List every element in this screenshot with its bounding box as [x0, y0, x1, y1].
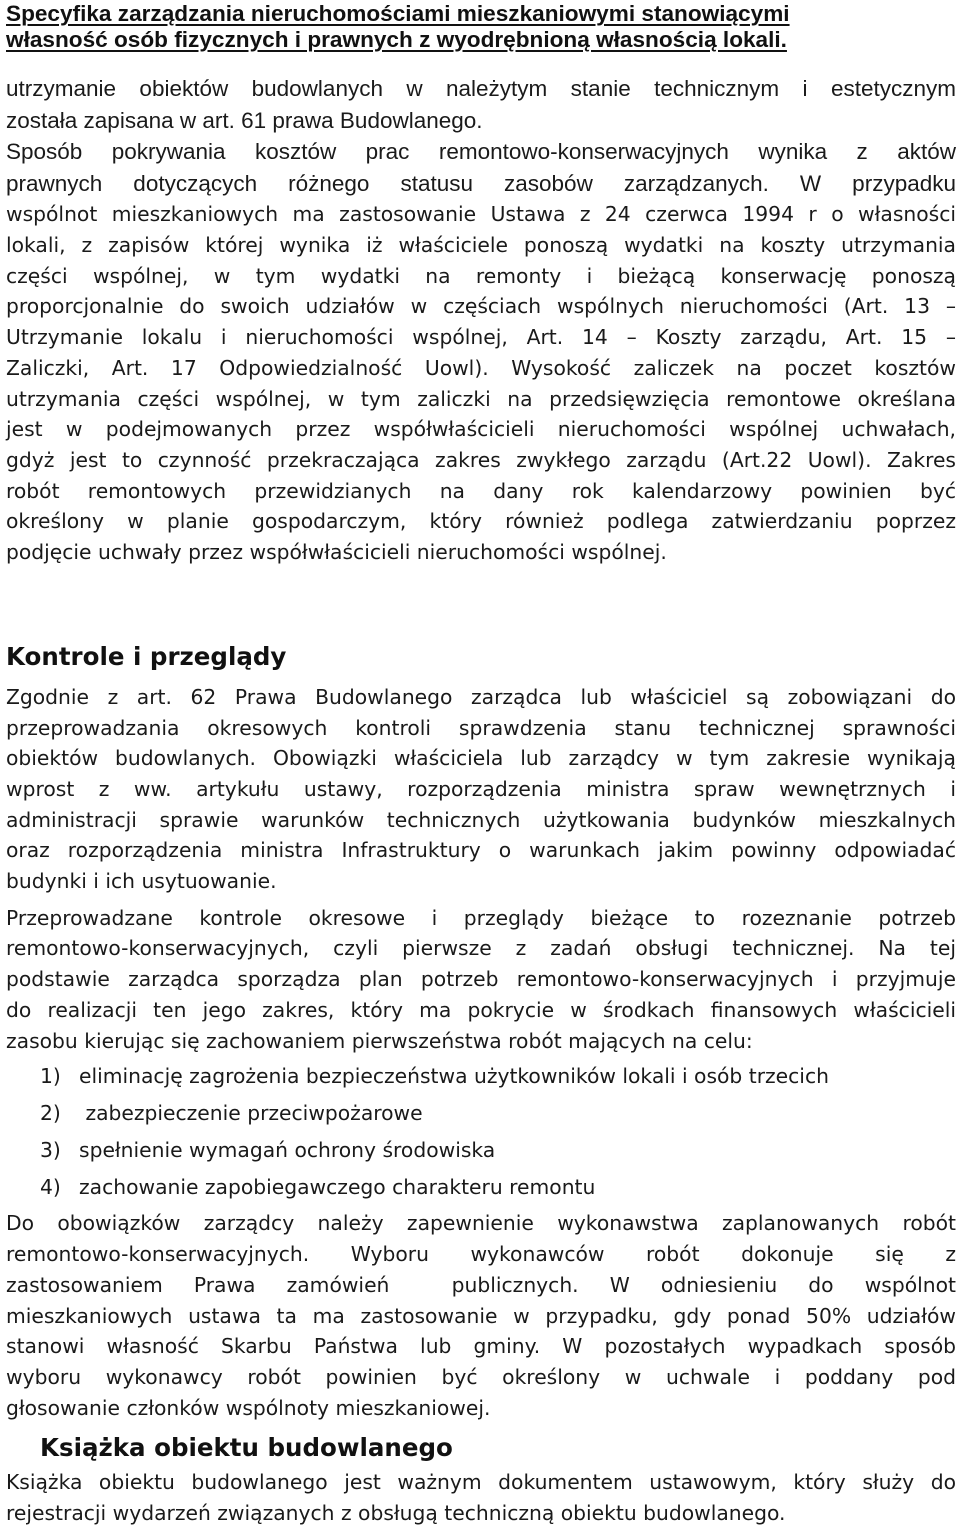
ksiazka-paragraph [6, 1467, 956, 1528]
text-line: gdyż jest to czynność przekraczająca zakres zwykłego zarządu (Art.22 Uowl). Zakres [6, 448, 956, 472]
list-item-text: zachowanie zapobiegawczego charakteru remontu [79, 1174, 596, 1199]
section-heading-ksiazka: Książka obiektu budowlanego [40, 1433, 453, 1463]
page-title-line: własność osób fizycznych i prawnych z wyodrębnioną własnością lokali. [6, 27, 787, 52]
text-line: została zapisana w art. 61 prawa Budowlanego. [6, 107, 483, 133]
kontrole-paragraph-2 [6, 903, 956, 1057]
text-line: administracji sprawie warunków technicznych użytkowania budynków mieszkalnych [6, 807, 956, 832]
intro-paragraph-continued [6, 199, 956, 567]
text-line: jest w podejmowanych przez współwłaścicieli nieruchomości wspólnej uchwałach, [6, 417, 956, 442]
text-line: Do obowiązków zarządcy należy zapewnienie wykonawstwa zaplanowanych robót [6, 1211, 956, 1236]
text-line: remontowo-konserwacyjnych. Wyboru wykonawców robót dokonuje się z [6, 1242, 956, 1267]
text-line: wprost z ww. artykułu ustawy, rozporządzenia ministra spraw wewnętrznych i [6, 776, 956, 801]
text-line: remontowo-konserwacyjnych, czyli pierwsze z zadań obsługi technicznej. Na tej [6, 936, 956, 961]
text-line: Zgodnie z art. 62 Prawa Budowlanego zarządca lub właściciel są zobowiązani do [6, 684, 956, 709]
text-line: utrzymania części wspólnej, w tym zaliczki na przedsięwzięcia remontowe określana [6, 386, 956, 411]
text-line: oraz rozporządzenia ministra Infrastruktury o warunkach jakim powinny odpowiadać [6, 838, 956, 863]
list-item-number: 2) [40, 1101, 61, 1126]
text-line: budynki i ich usytuowanie. [6, 869, 277, 894]
section-heading-kontrole: Kontrole i przeglądy [6, 641, 287, 671]
text-line: Sposób pokrywania kosztów prac remontowo-konserwacyjnych wynika z aktów [6, 139, 956, 165]
text-line: lokali, z zapisów której wynika iż właściciele ponoszą wydatki na koszty utrzymania [6, 233, 956, 258]
text-line: prawnych dotyczących różnego statusu zasobów zarządzanych. W przypadku [6, 170, 956, 196]
document-page [6, 0, 956, 1529]
text-line: zasobu kierując się zachowaniem pierwszeństwa robót mających na celu: [6, 1028, 753, 1053]
text-line: rejestracji wydarzeń związanych z obsługą techniczną obiektu budowlanego. [6, 1501, 786, 1526]
text-line: Książka obiektu budowlanego jest ważnym dokumentem ustawowym, który służy do [6, 1470, 956, 1495]
text-line: głosowanie członków wspólnoty mieszkaniowej. [6, 1395, 491, 1420]
priority-list [6, 1058, 956, 1205]
list-item [6, 1169, 956, 1206]
text-line: mieszkaniowych ustawa ta ma zastosowanie w przypadku, gdy ponad 50% udziałów [6, 1303, 956, 1328]
text-line: utrzymanie obiektów budowlanych w należytym stanie technicznym i estetycznym [6, 76, 956, 101]
text-line: podstawie zarządca sporządza plan potrzeb remontowo-konserwacyjnych i przyjmuje [6, 967, 956, 992]
list-item-number: 4) [40, 1174, 61, 1199]
kontrole-paragraph-1 [6, 682, 956, 897]
intro-paragraph [6, 73, 956, 199]
text-line: obiektów budowlanych. Obowiązki właściciela lub zarządcy w tym zakresie wynikają [6, 746, 956, 771]
text-line: proporcjonalnie do swoich udziałów w częściach wspólnych nieruchomości (Art. 13 – [6, 294, 956, 319]
list-item-number: 3) [40, 1137, 61, 1162]
text-line: przeprowadzania okresowych kontroli sprawdzenia stanu technicznej sprawności [6, 715, 956, 740]
text-line: zastosowaniem Prawa zamówień publicznych. W odniesieniu do wspólnot [6, 1272, 956, 1297]
text-line: Przeprowadzane kontrole okresowe i przeglądy bieżące to rozeznanie potrzeb [6, 905, 956, 930]
list-item [6, 1095, 956, 1132]
text-line: stanowi własność Skarbu Państwa lub gminy. W pozostałych wypadkach sposób [6, 1334, 956, 1359]
text-line: do realizacji ten jego zakres, który ma pokrycie w środkach finansowych właścicieli [6, 997, 956, 1022]
list-item-text: spełnienie wymagań ochrony środowiska [79, 1137, 496, 1162]
text-line: Utrzymanie lokalu i nieruchomości wspólnej, Art. 14 – Koszty zarządu, Art. 15 – [6, 325, 956, 350]
list-item-number: 1) [40, 1064, 61, 1089]
page-title-line: Specyfika zarządzania nieruchomościami mieszkaniowymi stanowiącymi [6, 1, 790, 26]
text-line: części wspólnej, w tym wydatki na remonty i bieżącą konserwację ponoszą [6, 263, 956, 288]
text-line: wyboru wykonawcy robót powinien być określony w uchwale i poddany pod [6, 1364, 956, 1389]
text-line: wspólnot mieszkaniowych ma zastosowanie Ustawa z 24 czerwca 1994 r o własności [6, 202, 956, 227]
list-item [6, 1132, 956, 1169]
text-line: Zaliczki, Art. 17 Odpowiedzialność Uowl). Wysokość zaliczek na poczet kosztów [6, 355, 956, 380]
list-item-text: eliminację zagrożenia bezpieczeństwa użytkowników lokali i osób trzecich [79, 1064, 829, 1089]
list-item [6, 1058, 956, 1095]
text-line: określony w planie gospodarczym, który również podlega zatwierdzaniu poprzez [6, 509, 956, 534]
text-line: podjęcie uchwały przez współwłaścicieli nieruchomości wspólnej. [6, 540, 667, 565]
page-title [6, 0, 956, 53]
kontrole-paragraph-3 [6, 1208, 956, 1423]
list-item-text: zabezpieczenie przeciwpożarowe [79, 1101, 423, 1126]
text-line: robót remontowych przewidzianych na dany rok kalendarzowy powinien być [6, 478, 956, 503]
